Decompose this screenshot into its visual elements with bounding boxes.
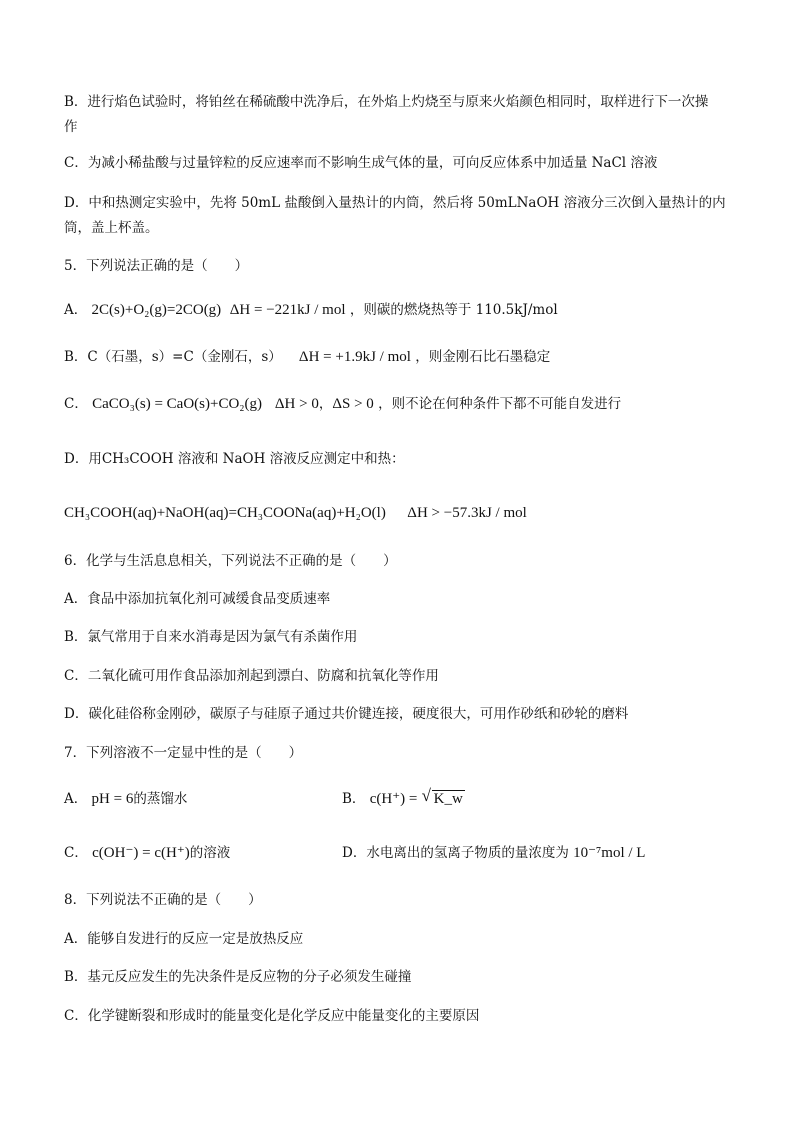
- q7-option-b: [342, 786, 465, 809]
- q5-option-d: D．用CH₃COOH 溶液和 NaOH 溶液反应测定中和热：: [64, 451, 405, 467]
- q7-b-equation: c(H⁺) =: [369, 791, 418, 807]
- q7-d-equation: 10⁻⁷mol / L: [573, 845, 646, 861]
- q4-option-c: C．为减小稀盐酸与过量锌粒的反应速率而不影响生成气体的量，可向反应体系中加适量 NaCl 溶液: [64, 155, 658, 171]
- q7-stem: 7．下列溶液不一定显中性的是（ ）: [64, 745, 303, 761]
- q7-c-label: C．: [64, 845, 88, 861]
- q5-a-equation: 2C(s)+O₂(g)=2CO(g): [91, 302, 222, 318]
- q7-b-radicand: K_w: [433, 791, 463, 807]
- q5-d-equation: CH₃COOH(aq)+NaOH(aq)=CH₃COONa(aq)+H₂O(l): [64, 505, 386, 521]
- q5-c-label: C．: [64, 396, 88, 412]
- q5-a-text: ，则碳的燃烧热等于 110.5kJ/mol: [349, 302, 558, 318]
- q6-option-c: C．二氧化硫可用作食品添加剂起到漂白、防腐和抗氧化等作用: [64, 668, 439, 684]
- q5-option-a: [64, 300, 558, 320]
- q5-b-enthalpy: ΔH = +1.9kJ / mol: [298, 349, 411, 365]
- q7-option-c: [64, 843, 230, 863]
- radical-sign-icon: √: [421, 786, 431, 805]
- q5-stem: 5．下列说法正确的是（ ）: [64, 258, 249, 274]
- q7-c-text: 的溶液: [189, 845, 231, 861]
- q8-stem: 8．下列说法不正确的是（ ）: [64, 892, 262, 908]
- q6-option-b: B．氯气常用于自来水消毒是因为氯气有杀菌作用: [64, 629, 358, 645]
- q7-d-text: D．水电离出的氢离子物质的量浓度为: [342, 845, 569, 861]
- q8-option-a: A．能够自发进行的反应一定是放热反应: [64, 931, 304, 947]
- q5-a-label: A．: [64, 302, 88, 318]
- q8-option-c: C．化学键断裂和形成时的能量变化是化学反应中能量变化的主要原因: [64, 1008, 480, 1024]
- q5-option-b: [64, 347, 550, 367]
- q7-a-text: 的蒸馏水: [133, 791, 188, 807]
- q5-d-enthalpy: ΔH > −57.3kJ / mol: [407, 505, 527, 521]
- q7-a-label: A．: [64, 791, 88, 807]
- q4-option-b-line1: B．进行焰色试验时，将铂丝在稀硫酸中洗净后，在外焰上灼烧至与原来火焰颜色相同时，取样进行下一次操: [64, 94, 709, 110]
- q7-option-a: [64, 789, 187, 809]
- q7-b-label: B．: [342, 791, 366, 807]
- q6-option-d: D．碳化硅俗称金刚砂，碳原子与硅原子通过共价键连接，硬度很大，可用作砂纸和砂轮的磨料: [64, 706, 629, 722]
- q6-stem: 6．化学与生活息息相关，下列说法不正确的是（ ）: [64, 553, 397, 569]
- q5-c-text: ，则不论在何种条件下都不可能自发进行: [378, 396, 622, 412]
- q4-option-d-line1: D．中和热测定实验中，先将 50mL 盐酸倒入量热计的内筒，然后将 50mLNaOH 溶液分三次倒入量热计的内: [64, 195, 726, 211]
- q5-c-separator: ，: [318, 396, 333, 412]
- q5-a-enthalpy: ΔH = −221kJ / mol: [229, 302, 346, 318]
- q6-option-a: A．食品中添加抗氧化剂可减缓食品变质速率: [64, 591, 331, 607]
- q5-c-equation: CaCO₃(s) = CaO(s)+CO₂(g): [92, 396, 262, 412]
- q7-option-d: [342, 843, 645, 863]
- q5-d-equation-line: [64, 503, 527, 523]
- q5-c-entropy: ΔS > 0: [332, 396, 374, 412]
- q7-b-sqrt: [421, 786, 465, 809]
- q7-c-equation: c(OH⁻) = c(H⁺): [92, 845, 190, 861]
- q5-c-enthalpy: ΔH > 0: [274, 396, 319, 412]
- q8-option-b: B．基元反应发生的先决条件是反应物的分子必须发生碰撞: [64, 969, 412, 985]
- q5-option-c: [64, 394, 621, 414]
- q4-option-b-line2: 作: [64, 119, 78, 135]
- q7-a-equation: pH = 6: [91, 791, 134, 807]
- q4-option-d-line2: 筒，盖上杯盖。: [64, 220, 159, 236]
- q5-b-text: ，则金刚石比石墨稳定: [415, 349, 551, 365]
- q5-b-label: B．C（石墨，s）=C（金刚石，s）: [64, 349, 282, 365]
